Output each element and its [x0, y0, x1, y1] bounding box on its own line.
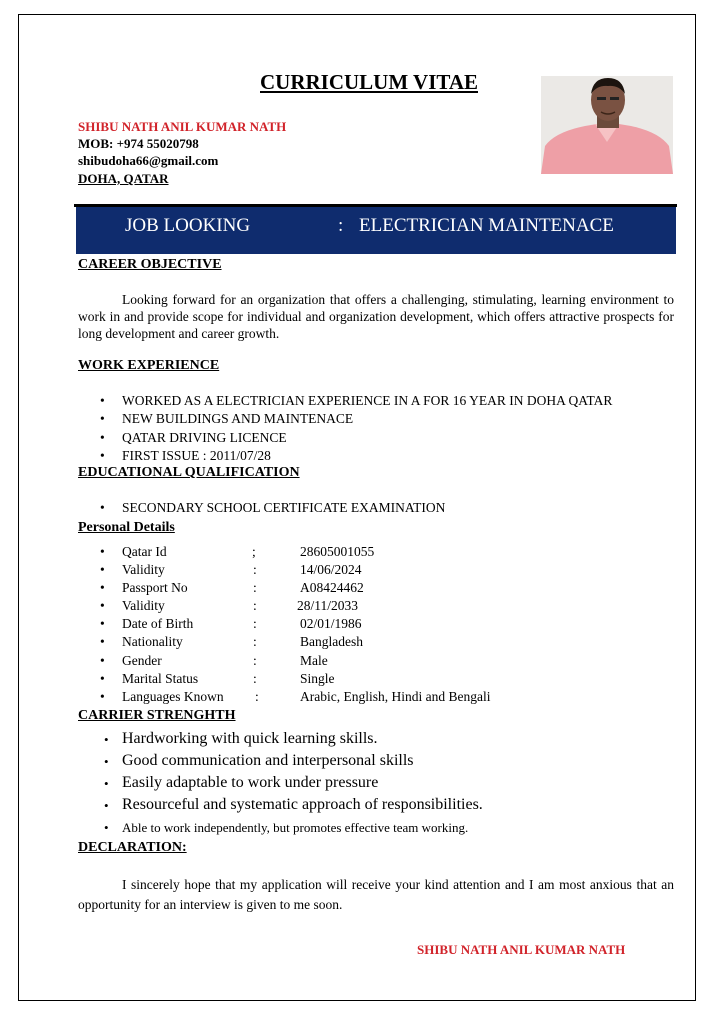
email-address: shibudoha66@gmail.com — [78, 153, 219, 168]
job-looking-value: ELECTRICIAN MAINTENACE — [359, 215, 614, 236]
job-looking-band — [76, 207, 676, 254]
career-objective-body: Looking forward for an organization that offers a challenging, stimulating, learning environment to work in and provide scope for individual and organization development, which offers attractive prospects for long development and career growth. — [78, 292, 674, 341]
page-title: CURRICULUM VITAE — [260, 70, 478, 94]
mobile-number: MOB: +974 55020798 — [78, 136, 199, 151]
applicant-name: SHIBU NATH ANIL KUMAR NATH — [78, 119, 287, 134]
personal-details-heading: Personal Details — [78, 520, 175, 535]
job-looking-separator: : — [338, 215, 344, 236]
declaration-text — [78, 875, 674, 915]
declaration-body: I sincerely hope that my application will receive your kind attention and I am most anxious that an opportunity for an interview is given to me soon. — [78, 877, 674, 912]
profile-photo — [541, 76, 673, 174]
declaration-heading: DECLARATION: — [78, 840, 187, 855]
work-experience-heading: WORK EXPERIENCE — [78, 358, 220, 373]
signature-name: SHIBU NATH ANIL KUMAR NATH — [417, 942, 626, 957]
education-heading: EDUCATIONAL QUALIFICATION — [78, 465, 300, 480]
job-looking-label: JOB LOOKING — [125, 215, 251, 236]
location: DOHA, QATAR — [78, 171, 169, 186]
strengths-heading: CARRIER STRENGHTH — [78, 708, 236, 723]
career-objective-heading: CAREER OBJECTIVE — [78, 257, 222, 272]
career-objective-text — [78, 291, 674, 342]
